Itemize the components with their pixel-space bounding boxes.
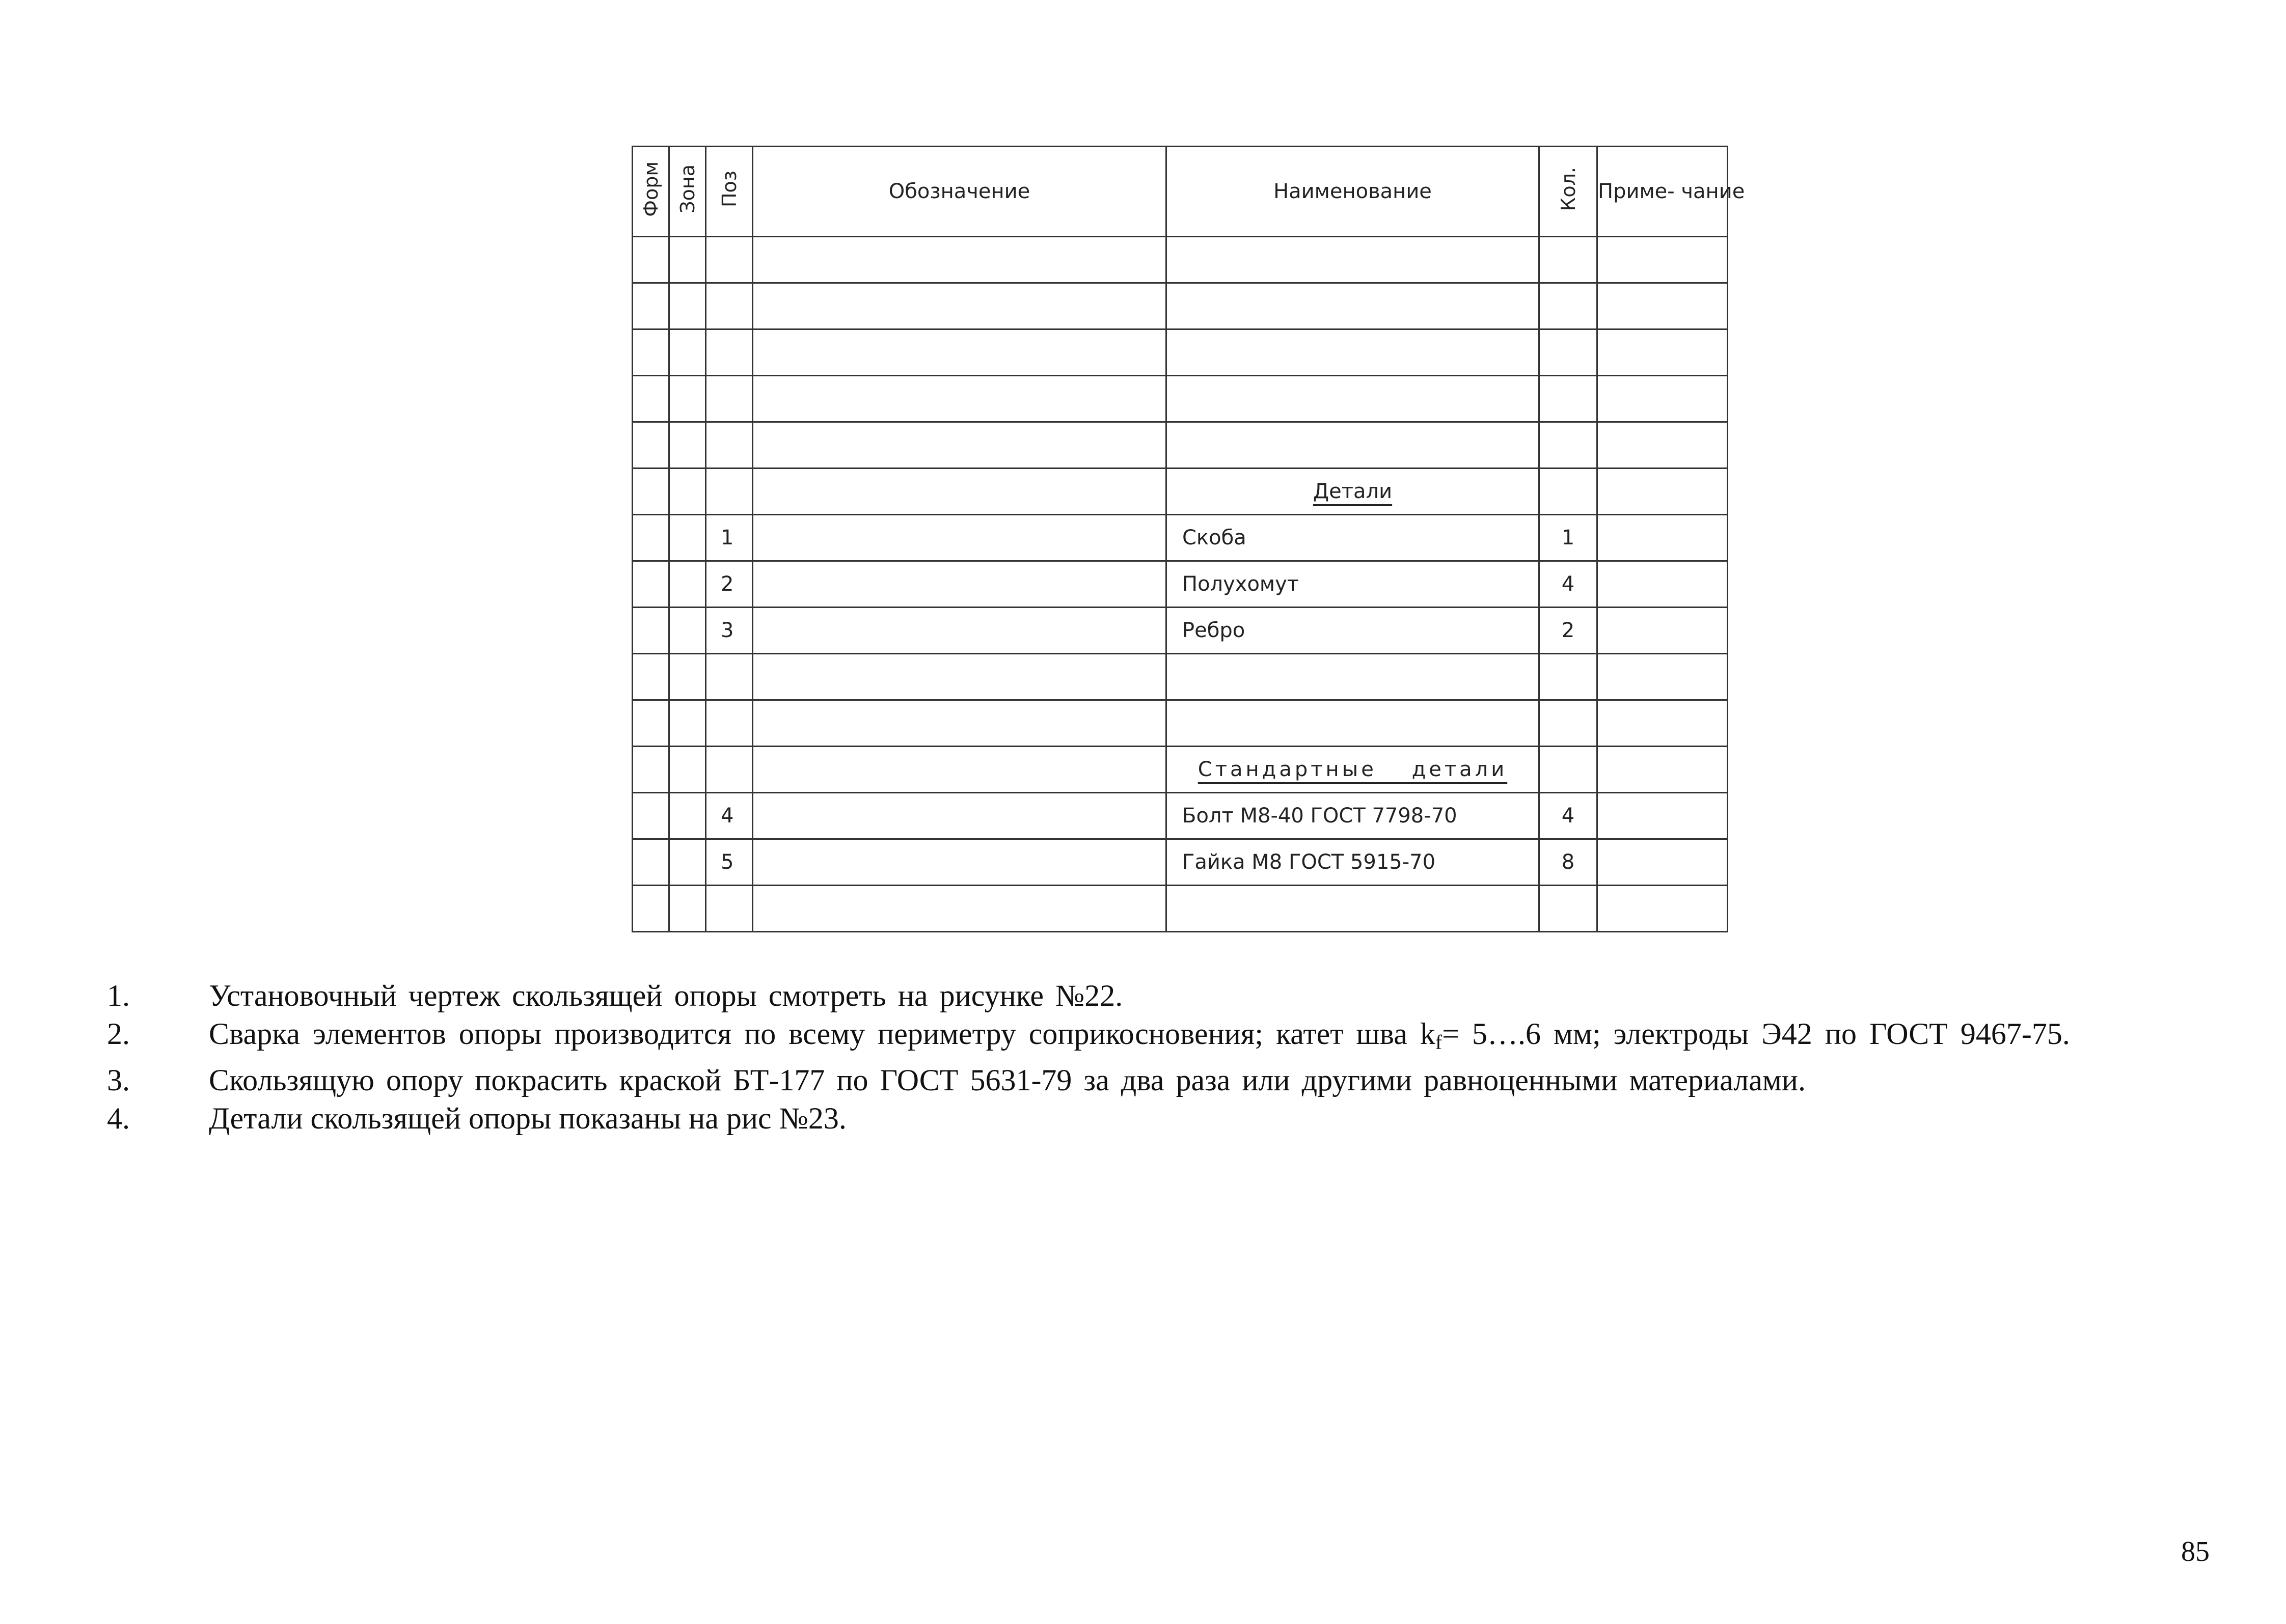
header-zone: Зона [669, 147, 706, 237]
note-number: 1. [107, 979, 130, 1012]
note-text: Скользящую опору покрасить краской БТ-177 по ГОСТ 5631-79 за два раза или другими равноценными материалами. [209, 1063, 1806, 1097]
table-row [633, 237, 1728, 283]
row-name: Полухомут [1166, 561, 1539, 608]
note-item [107, 977, 2272, 1015]
section-title-standard-details: Стандартные детали [1166, 747, 1539, 793]
row-quantity: 1 [1539, 515, 1597, 561]
page-number: 85 [2181, 1536, 2210, 1567]
row-quantity: 4 [1539, 561, 1597, 608]
note-number: 4. [107, 1102, 130, 1135]
row-position: 4 [706, 793, 753, 839]
note-text: Установочный чертеж скользящей опоры смотреть на рисунке №22. [209, 979, 1123, 1012]
header-quantity: Кол. [1539, 147, 1597, 237]
row-name: Ребро [1166, 608, 1539, 654]
header-format: Форм [633, 147, 669, 237]
table-row [633, 608, 1728, 654]
note-item [107, 1015, 2272, 1061]
table-header-row [633, 147, 1728, 237]
weld-leg-subscript: f [1435, 1031, 1443, 1054]
section-row-details [633, 469, 1728, 515]
section-title-details: Детали [1166, 469, 1539, 515]
header-designation: Обозначение [753, 147, 1166, 237]
table-row [633, 376, 1728, 422]
note-text-before: Сварка элементов опоры производится по всему периметру соприкосновения; катет шва k [209, 1017, 1435, 1051]
note-item [107, 1099, 2272, 1138]
row-quantity: 2 [1539, 608, 1597, 654]
note-text: Детали скользящей опоры показаны на рис №23. [209, 1102, 847, 1135]
header-note: Приме- чание [1597, 147, 1728, 237]
table-row [633, 283, 1728, 329]
table-row [633, 793, 1728, 839]
section-row-standard-details [633, 747, 1728, 793]
table-row [633, 422, 1728, 469]
note-text [209, 1015, 2070, 1061]
row-quantity: 8 [1539, 839, 1597, 886]
row-position: 3 [706, 608, 753, 654]
table-row [633, 329, 1728, 376]
row-quantity: 4 [1539, 793, 1597, 839]
table-row [633, 700, 1728, 747]
table-row [633, 886, 1728, 932]
note-number: 2. [107, 1017, 130, 1051]
row-position: 5 [706, 839, 753, 886]
row-name: Скоба [1166, 515, 1539, 561]
table-row [633, 654, 1728, 700]
table-row [633, 561, 1728, 608]
row-position: 2 [706, 561, 753, 608]
note-text-after: = 5….6 мм; электроды Э42 по ГОСТ 9467-75. [1442, 1017, 2070, 1051]
table-row [633, 515, 1728, 561]
note-item [107, 1061, 2272, 1099]
table-row [633, 839, 1728, 886]
specification-table [632, 146, 1745, 932]
row-position: 1 [706, 515, 753, 561]
row-name: Болт М8-40 ГОСТ 7798-70 [1166, 793, 1539, 839]
row-name: Гайка М8 ГОСТ 5915-70 [1166, 839, 1539, 886]
notes-list [107, 977, 2272, 1138]
note-number: 3. [107, 1063, 130, 1097]
header-position: Поз [706, 147, 753, 237]
header-name: Наименование [1166, 147, 1539, 237]
